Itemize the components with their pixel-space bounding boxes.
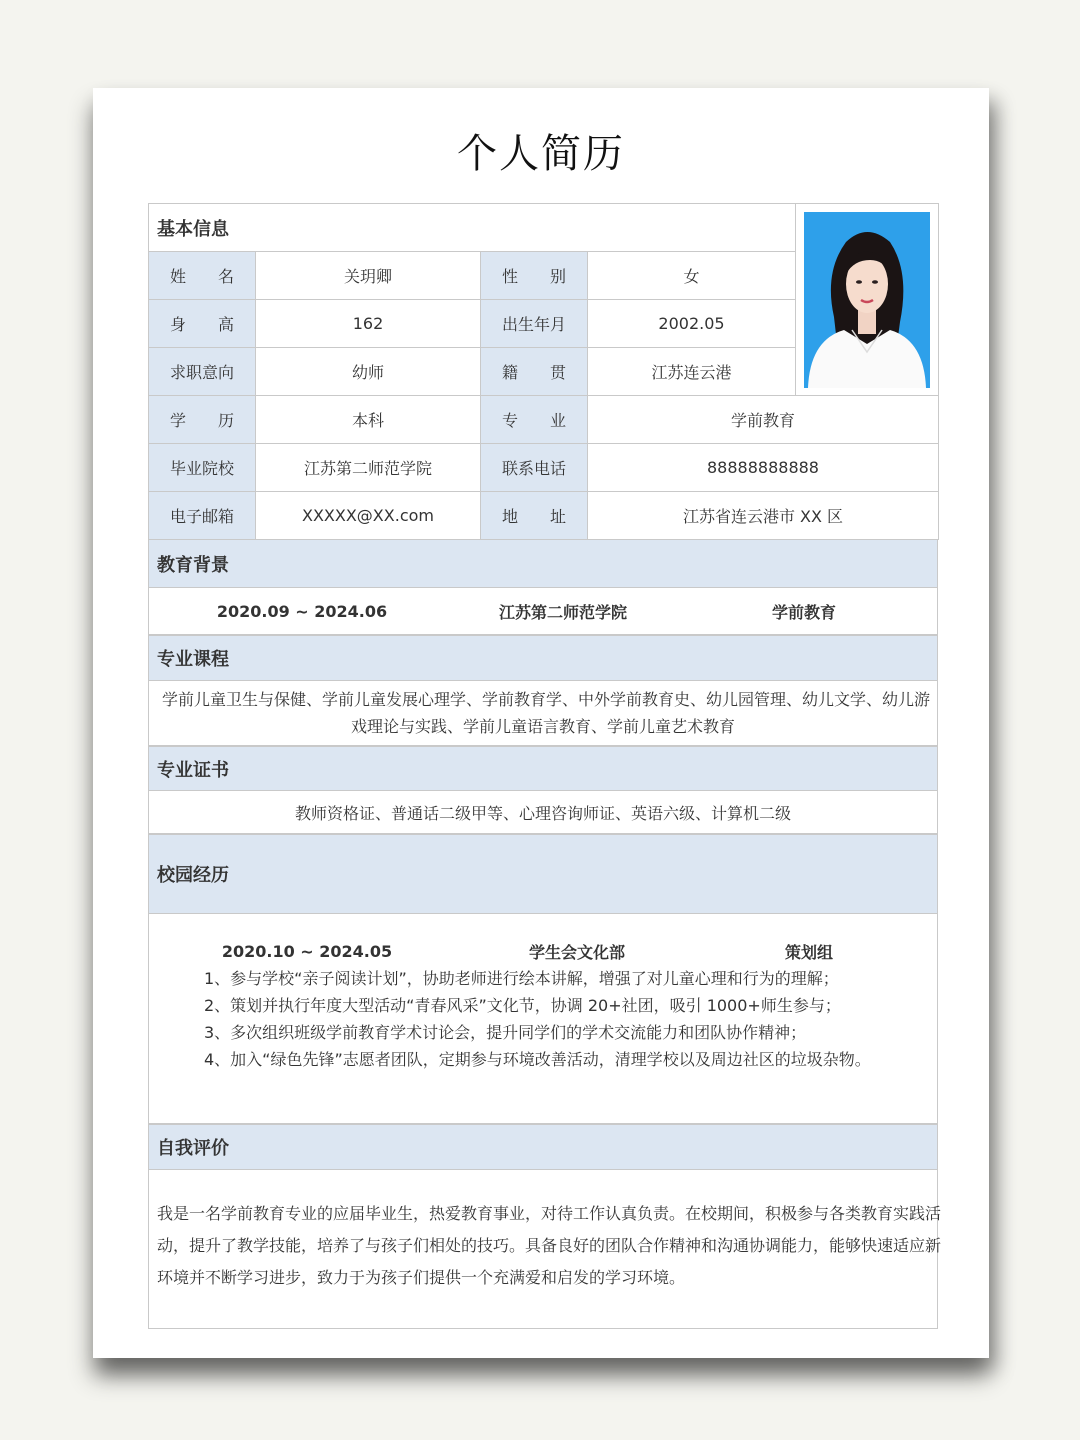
value-email: XXXXX@XX.com (256, 492, 481, 540)
label-native-place: 籍 贯 (481, 348, 588, 396)
courses-line-2: 戏理论与实践、学前儿童语言教育、学前儿童艺术教育 (350, 717, 735, 736)
campus-item: 4、加入“绿色先锋”志愿者团队，定期参与环境改善活动，清理学校以及周边社区的垃圾杂物。 (204, 1050, 871, 1069)
label-address: 地 址 (481, 492, 588, 540)
value-school: 江苏第二师范学院 (256, 444, 481, 492)
campus-header-row (149, 939, 937, 963)
photo-cell (796, 204, 939, 396)
value-birth: 2002.05 (588, 300, 796, 348)
certificates-content: 教师资格证、普通话二级甲等、心理咨询师证、英语六级、计算机二级 (294, 803, 791, 823)
campus-content (149, 914, 937, 1123)
campus-item: 2、策划并执行年度大型活动“青春风采”文化节，协调 20+社团，吸引 1000+师生参与； (204, 996, 841, 1015)
resume-sheet (148, 203, 942, 1329)
label-gender: 性 别 (481, 252, 588, 300)
value-height: 162 (256, 300, 481, 348)
self-eval-line-1: 我是一名学前教育专业的应届毕业生，热爱教育事业，对待工作认真负责。在校期间，积极参与各类教育实践活 (157, 1204, 942, 1223)
campus-section (148, 834, 938, 1124)
page-title: 个人简历 (457, 131, 625, 177)
value-major: 学前教育 (588, 396, 939, 444)
portrait-image (804, 212, 930, 388)
section-title-self-eval: 自我评价 (149, 1124, 937, 1170)
section-title-certificates: 专业证书 (149, 746, 937, 791)
profile-photo (804, 212, 930, 388)
label-email: 电子邮箱 (149, 492, 256, 540)
self-eval-line-3: 环境并不断学习进步，致力于为孩子们提供一个充满爱和启发的学习环境。 (157, 1268, 686, 1287)
value-native-place: 江苏连云港 (588, 348, 796, 396)
value-gender: 女 (588, 252, 796, 300)
section-title-basic: 基本信息 (149, 204, 796, 252)
self-eval-content (149, 1170, 942, 1328)
courses-line-1: 学前儿童卫生与保健、学前儿童发展心理学、学前教育学、中外学前教育史、幼儿园管理、幼儿文学、幼儿游 (161, 690, 930, 709)
value-address: 江苏省连云港市 XX 区 (588, 492, 939, 540)
campus-item: 3、多次组织班级学前教育学术讨论会，提升同学们的学术交流能力和团队协作精神； (204, 1023, 807, 1042)
education-section (148, 540, 938, 635)
section-title-education: 教育背景 (149, 540, 937, 588)
section-title-campus: 校园经历 (149, 834, 937, 914)
label-school: 毕业院校 (149, 444, 256, 492)
value-degree: 本科 (256, 396, 481, 444)
label-degree: 学 历 (149, 396, 256, 444)
value-phone: 88888888888 (588, 444, 939, 492)
campus-item: 1、参与学校“亲子阅读计划”，协助老师进行绘本讲解，增强了对儿童心理和行为的理解； (204, 969, 839, 988)
self-eval-line-2: 动，提升了教学技能，培养了与孩子们相处的技巧。具备良好的团队合作精神和沟通协调能力，能够快速适应新 (157, 1236, 942, 1255)
resume-paper (93, 88, 989, 1358)
campus-role: 策划组 (784, 942, 833, 962)
campus-org: 学生会文化部 (528, 942, 625, 962)
label-height: 身 高 (149, 300, 256, 348)
education-school: 江苏第二师范学院 (498, 602, 627, 622)
value-job-intent: 幼师 (256, 348, 481, 396)
education-period: 2020.09 ~ 2024.06 (216, 601, 388, 621)
campus-items (149, 965, 937, 1073)
certificates-section (148, 746, 938, 834)
label-birth: 出生年月 (481, 300, 588, 348)
education-row (149, 588, 937, 634)
campus-period: 2020.10 ~ 2024.05 (221, 941, 393, 961)
section-title-courses: 专业课程 (149, 635, 937, 681)
courses-section (148, 635, 938, 746)
courses-content (149, 681, 937, 745)
value-name: 关玥卿 (256, 252, 481, 300)
label-name: 姓 名 (149, 252, 256, 300)
label-major: 专 业 (481, 396, 588, 444)
label-phone: 联系电话 (481, 444, 588, 492)
self-evaluation-section (148, 1124, 942, 1329)
label-job-intent: 求职意向 (149, 348, 256, 396)
basic-info-table (148, 203, 939, 540)
education-major: 学前教育 (771, 602, 836, 622)
